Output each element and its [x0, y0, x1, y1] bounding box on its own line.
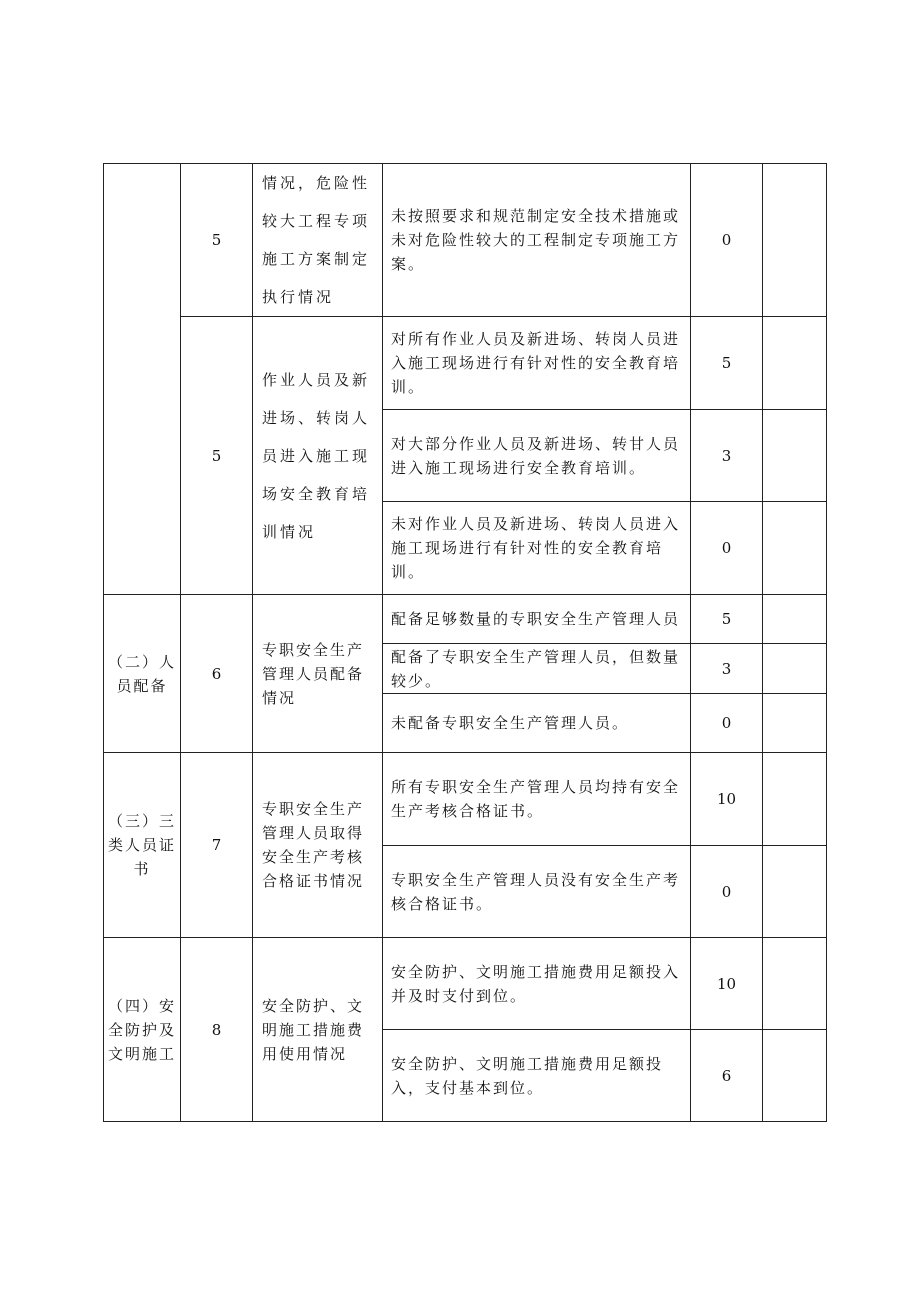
evaluation-table: [103, 163, 827, 1122]
table-row: [104, 938, 827, 1030]
deduction-cell: [763, 410, 827, 502]
item-name: 作业人员及新进场、转岗人员进入施工现场安全教育培训情况: [253, 317, 383, 595]
criterion-score: 3: [691, 410, 763, 502]
item-number: 6: [181, 595, 253, 753]
table-row: [104, 164, 827, 317]
category-cell: （二）人员配备: [104, 595, 181, 753]
deduction-cell: [763, 164, 827, 317]
criterion-text: 安全防护、文明施工措施费用足额投入并及时支付到位。: [383, 938, 691, 1030]
criterion-text: 专职安全生产管理人员没有安全生产考核合格证书。: [383, 846, 691, 938]
criterion-score: 5: [691, 317, 763, 410]
criterion-score: 10: [691, 938, 763, 1030]
criterion-text: 未配备专职安全生产管理人员。: [383, 694, 691, 753]
item-name: 情况，危险性较大工程专项施工方案制定执行情况: [253, 164, 383, 317]
criterion-score: 0: [691, 694, 763, 753]
item-number: 7: [181, 753, 253, 938]
criterion-score: 6: [691, 1030, 763, 1122]
category-cell: [104, 164, 181, 595]
deduction-cell: [763, 753, 827, 846]
deduction-cell: [763, 694, 827, 753]
criterion-text: 未对作业人员及新进场、转岗人员进入施工现场进行有针对性的安全教育培训。: [383, 502, 691, 595]
criterion-score: 0: [691, 846, 763, 938]
deduction-cell: [763, 502, 827, 595]
item-name: 安全防护、文明施工措施费用使用情况: [253, 938, 383, 1122]
item-name: 专职安全生产管理人员取得安全生产考核合格证书情况: [253, 753, 383, 938]
deduction-cell: [763, 595, 827, 644]
criterion-score: 0: [691, 502, 763, 595]
item-number: 5: [181, 317, 253, 595]
category-cell: （四）安全防护及文明施工: [104, 938, 181, 1122]
deduction-cell: [763, 1030, 827, 1122]
criterion-text: 安全防护、文明施工措施费用足额投入，支付基本到位。: [383, 1030, 691, 1122]
item-number: 5: [181, 164, 253, 317]
table-row: [104, 317, 827, 410]
deduction-cell: [763, 317, 827, 410]
deduction-cell: [763, 644, 827, 694]
item-name: 专职安全生产管理人员配备情况: [253, 595, 383, 753]
criterion-text: 配备足够数量的专职安全生产管理人员: [383, 595, 691, 644]
criterion-score: 10: [691, 753, 763, 846]
criterion-text: 对大部分作业人员及新进场、转甘人员进入施工现场进行安全教育培训。: [383, 410, 691, 502]
table-row: [104, 753, 827, 846]
criterion-score: 3: [691, 644, 763, 694]
criterion-text: 所有专职安全生产管理人员均持有安全生产考核合格证书。: [383, 753, 691, 846]
category-cell: （三）三类人员证书: [104, 753, 181, 938]
deduction-cell: [763, 938, 827, 1030]
criterion-text: 配备了专职安全生产管理人员，但数量较少。: [383, 644, 691, 694]
item-number: 8: [181, 938, 253, 1122]
deduction-cell: [763, 846, 827, 938]
table-row: [104, 595, 827, 644]
criterion-score: 0: [691, 164, 763, 317]
criterion-score: 5: [691, 595, 763, 644]
criterion-text: 未按照要求和规范制定安全技术措施或未对危险性较大的工程制定专项施工方案。: [383, 164, 691, 317]
criterion-text: 对所有作业人员及新进场、转岗人员进入施工现场进行有针对性的安全教育培训。: [383, 317, 691, 410]
